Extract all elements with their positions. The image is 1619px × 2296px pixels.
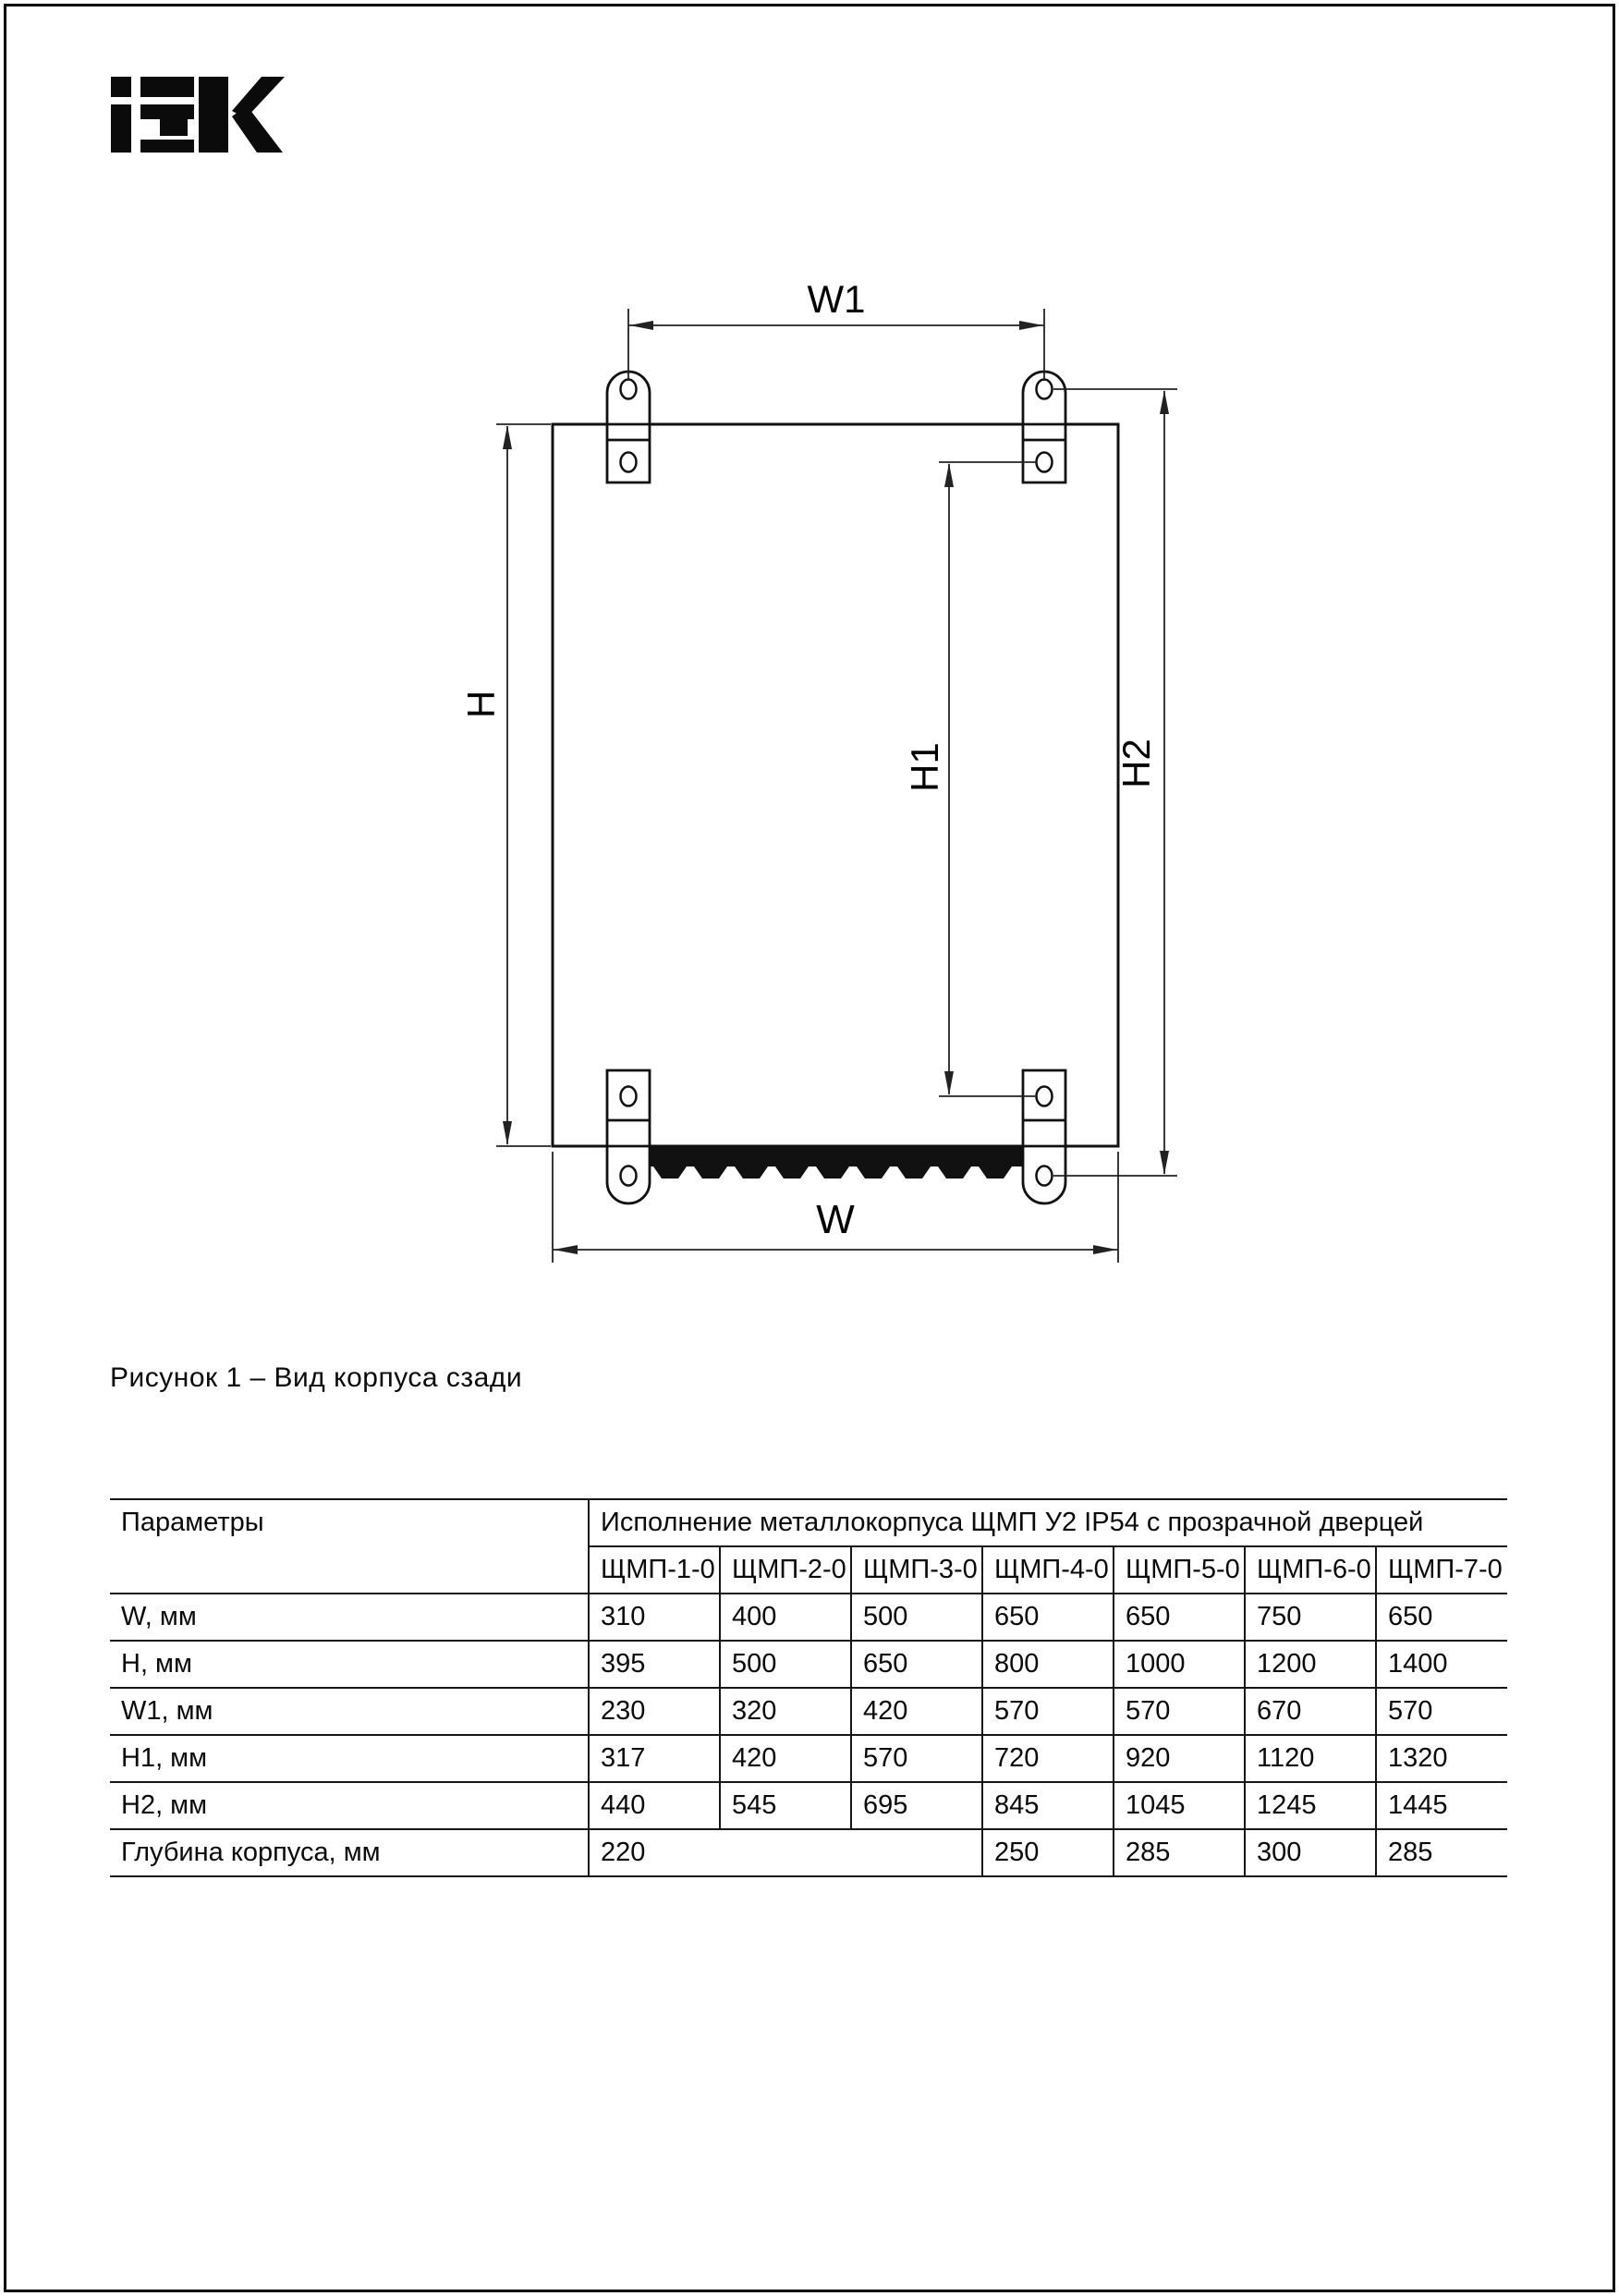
table-cell: 800 — [982, 1641, 1114, 1688]
table-cell: 545 — [720, 1782, 851, 1829]
column-header: ЩМП-7-0 — [1376, 1546, 1507, 1594]
column-header: ЩМП-3-0 — [851, 1546, 982, 1594]
mounting-bracket-bottom-right — [1023, 1070, 1065, 1203]
table-cell: 750 — [1245, 1594, 1376, 1641]
table-cell: 250 — [982, 1829, 1114, 1876]
param-header-cell: Параметры — [110, 1499, 589, 1594]
group-header-cell: Исполнение металлокорпуса ЩМП У2 IP54 с прозрачной дверцей — [589, 1499, 1507, 1546]
table-cell: 650 — [851, 1641, 982, 1688]
table-cell: 720 — [982, 1735, 1114, 1782]
table-cell: 420 — [851, 1688, 982, 1735]
table-header-row — [110, 1499, 1507, 1546]
column-header: ЩМП-5-0 — [1114, 1546, 1245, 1594]
mounting-bracket-top-right — [1023, 372, 1065, 482]
row-label: H2, мм — [110, 1782, 589, 1829]
table-cell: 1400 — [1376, 1641, 1507, 1688]
dim-label-w1: W1 — [807, 277, 866, 321]
dimensions-table — [110, 1498, 1507, 1877]
table-row — [110, 1829, 1507, 1876]
table-cell: 500 — [720, 1641, 851, 1688]
table-cell: 920 — [1114, 1735, 1245, 1782]
table-cell: 220 — [589, 1829, 982, 1876]
table-cell: 570 — [982, 1688, 1114, 1735]
table-cell: 1000 — [1114, 1641, 1245, 1688]
row-label: W, мм — [110, 1594, 589, 1641]
enclosure-outline — [553, 424, 1118, 1146]
figure-caption: Рисунок 1 – Вид корпуса сзади — [110, 1362, 523, 1393]
table-row — [110, 1594, 1507, 1641]
column-header: ЩМП-4-0 — [982, 1546, 1114, 1594]
table-cell: 1320 — [1376, 1735, 1507, 1782]
table-cell: 650 — [1376, 1594, 1507, 1641]
row-label: Глубина корпуса, мм — [110, 1829, 589, 1876]
table-cell: 1245 — [1245, 1782, 1376, 1829]
table-cell: 570 — [851, 1735, 982, 1782]
table-cell: 420 — [720, 1735, 851, 1782]
table-cell: 285 — [1114, 1829, 1245, 1876]
table-cell: 400 — [720, 1594, 851, 1641]
column-header: ЩМП-6-0 — [1245, 1546, 1376, 1594]
table-cell: 670 — [1245, 1688, 1376, 1735]
table-cell: 570 — [1376, 1688, 1507, 1735]
table-cell: 570 — [1114, 1688, 1245, 1735]
table-cell: 300 — [1245, 1829, 1376, 1876]
dim-label-h2: H2 — [1114, 739, 1158, 788]
table-cell: 650 — [982, 1594, 1114, 1641]
dim-label-w: W — [816, 1197, 855, 1242]
dim-label-h: H — [459, 690, 503, 719]
table-row — [110, 1688, 1507, 1735]
table-cell: 650 — [1114, 1594, 1245, 1641]
table-cell: 395 — [589, 1641, 720, 1688]
table-cell: 317 — [589, 1735, 720, 1782]
table-cell: 1045 — [1114, 1782, 1245, 1829]
table-cell: 845 — [982, 1782, 1114, 1829]
row-label: W1, мм — [110, 1688, 589, 1735]
table-cell: 320 — [720, 1688, 851, 1735]
iek-logo — [111, 77, 285, 153]
table-cell: 1120 — [1245, 1735, 1376, 1782]
table-cell: 285 — [1376, 1829, 1507, 1876]
table-cell: 1445 — [1376, 1782, 1507, 1829]
table-row — [110, 1735, 1507, 1782]
column-header: ЩМП-1-0 — [589, 1546, 720, 1594]
dim-label-h1: H1 — [903, 742, 946, 792]
mounting-bracket-top-left — [607, 372, 650, 482]
table-cell: 500 — [851, 1594, 982, 1641]
table-row — [110, 1641, 1507, 1688]
table-cell: 230 — [589, 1688, 720, 1735]
row-label: H, мм — [110, 1641, 589, 1688]
dimension-h — [496, 424, 551, 1146]
row-label: H1, мм — [110, 1735, 589, 1782]
serrated-strip — [647, 1146, 1026, 1179]
table-cell: 695 — [851, 1782, 982, 1829]
column-header: ЩМП-2-0 — [720, 1546, 851, 1594]
mounting-bracket-bottom-left — [607, 1070, 650, 1203]
table-cell: 440 — [589, 1782, 720, 1829]
table-row — [110, 1782, 1507, 1829]
table-cell: 310 — [589, 1594, 720, 1641]
table-cell: 1200 — [1245, 1641, 1376, 1688]
